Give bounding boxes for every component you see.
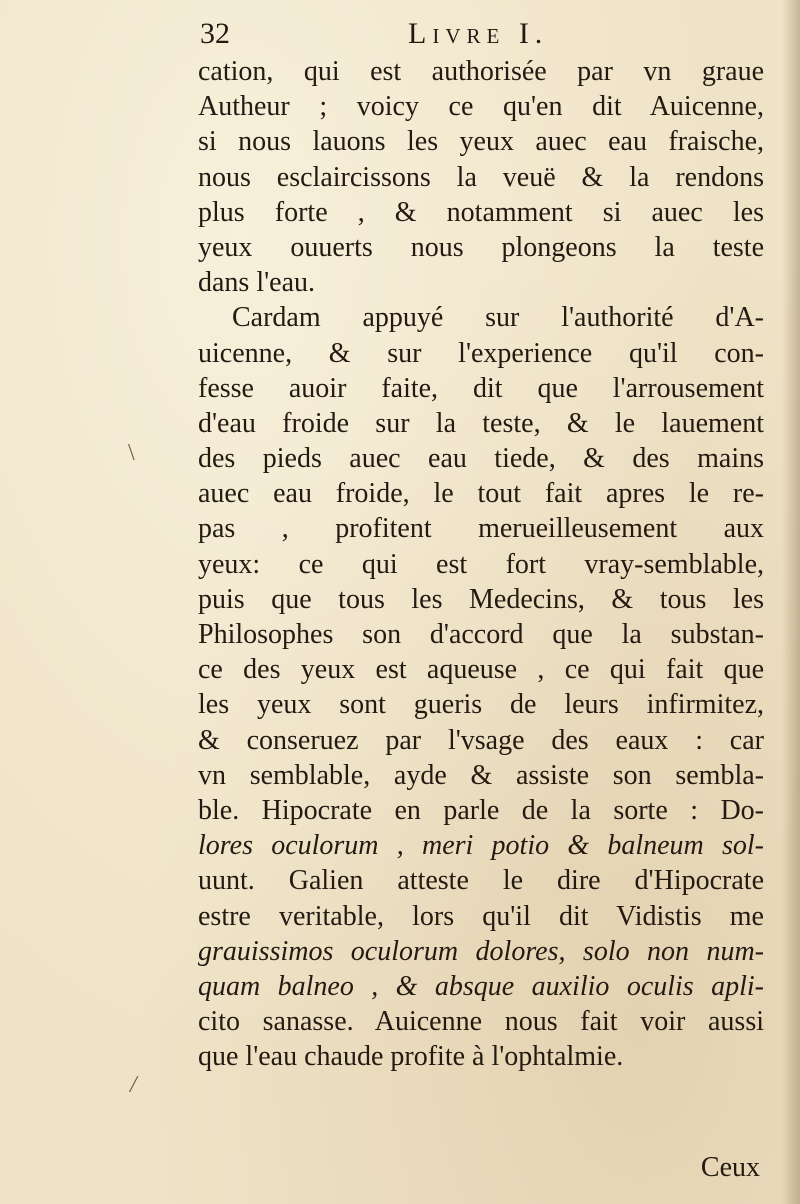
catchword: Ceux xyxy=(700,1152,760,1183)
text-line: d'eau froide sur la teste, & le lauement xyxy=(198,407,764,439)
text-line: dans l'eau. xyxy=(198,267,316,299)
text-line: plus forte , & notamment si auec les xyxy=(198,196,764,228)
text-line: yeux ouuerts nous plongeons la teste xyxy=(198,231,764,263)
text-line: fesse auoir faite, dit que l'arrousement xyxy=(198,372,764,404)
page-header xyxy=(200,14,600,54)
text-line: que l'eau chaude profite à l'ophtalmie. xyxy=(198,1041,624,1073)
running-head: Livre I. xyxy=(408,17,549,50)
text-line: uicenne, & sur l'experience qu'il con- xyxy=(198,337,764,369)
text-line: Philosophes son d'accord que la substan- xyxy=(198,619,764,650)
text-line: nous esclaircissons la veuë & la rendons xyxy=(198,161,764,193)
paragraph-start-line: Cardam appuyé sur l'authorité d'A- xyxy=(232,302,764,334)
text-line: estre veritable, lors qu'il dit Vidistis me xyxy=(198,900,764,932)
text-line: Autheur ; voicy ce qu'en dit Auicenne, xyxy=(198,91,764,123)
margin-mark: / xyxy=(130,1072,137,1098)
text-line: pas , profitent merueilleusement aux xyxy=(198,513,764,545)
text-line: uunt. Galien atteste le dire d'Hipocrate xyxy=(198,865,764,897)
text-line: les yeux sont gueris de leurs infirmitez, xyxy=(198,689,764,721)
body-text xyxy=(198,54,764,1074)
page-edge-shadow xyxy=(782,0,800,1204)
text-line: cation, qui est authorisée par vn graue xyxy=(198,56,764,87)
text-line: & conseruez par l'vsage des eaux : car xyxy=(198,724,764,756)
text-line: vn semblable, ayde & assiste son sembla- xyxy=(198,759,764,791)
text-line: si nous lauons les yeux auec eau fraische, xyxy=(198,126,764,158)
text-line: ble. Hipocrate en parle de la sorte : Do- xyxy=(198,794,764,826)
margin-mark: \ xyxy=(128,440,135,466)
text-line: des pieds auec eau tiede, & des mains xyxy=(198,443,764,475)
text-line-italic: lores oculorum , meri potio & balneum sol- xyxy=(198,830,764,862)
text-line: yeux: ce qui est fort vray-semblable, xyxy=(198,548,764,580)
text-line: puis que tous les Medecins, & tous les xyxy=(198,583,764,615)
text-line: cito sanasse. Auicenne nous fait voir aussi xyxy=(198,1006,764,1038)
text-line: ce des yeux est aqueuse , ce qui fait que xyxy=(198,654,764,686)
text-line: auec eau froide, le tout fait apres le re- xyxy=(198,478,764,510)
text-line-italic: quam balneo , & absque auxilio oculis apli- xyxy=(198,970,764,1002)
page-number: 32 xyxy=(200,17,230,50)
text-line-italic: grauissimos oculorum dolores, solo non num- xyxy=(198,935,764,967)
